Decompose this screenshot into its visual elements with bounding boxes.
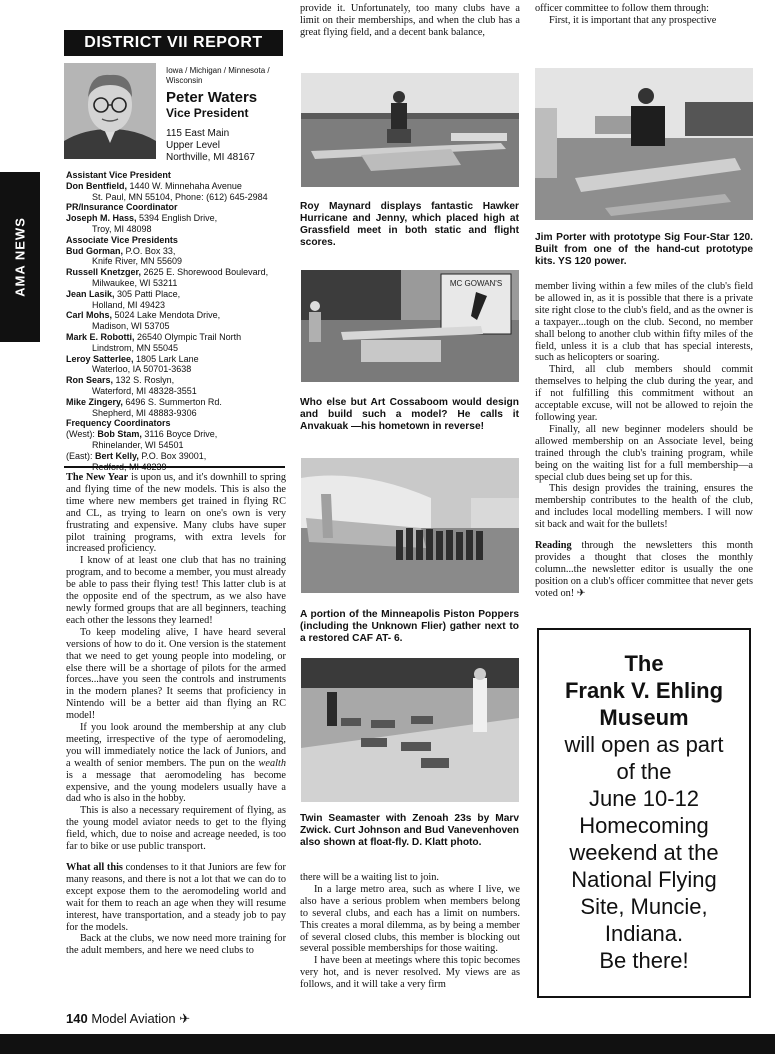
officer-address: St. Paul, MN 55104, Phone: (612) 645-2984 [92,191,268,202]
caption-jim-porter: Jim Porter with prototype Sig Four-Star 120. Built from one of the hand-cut prototype kits. YS 120 power. [535,232,753,267]
vp-title: Vice President [166,106,249,120]
officer-heading: Frequency Coordinators [66,418,171,429]
side-tab-label: AMA NEWS [12,217,28,297]
article-paragraph: First, it is important that any prospective [549,14,717,26]
museum-line: will open as part [564,732,724,757]
vp-address-line: 115 East Main [166,128,230,139]
officer-entry: (West): Bob Stam, 3116 Boyce Drive, [66,429,218,440]
ama-news-side-tab [0,172,40,342]
district-states: Iowa / Michigan / Minnesota / Wisconsin [166,66,270,85]
museum-line: The [624,651,664,676]
museum-line: National Flying [571,867,717,892]
caption-twin-seamaster: Twin Seamaster with Zenoah 23s by Marv Zwick. Curt Johnson and Bud Vanevenhoven also shown at float-fly. D. Klatt photo. [300,813,519,848]
airplane-icon: ✈ [576,587,586,599]
museum-line: June 10-12 [588,786,700,811]
officer-entry: Jean Lasik, 305 Patti Place, [66,288,181,299]
article-paragraph: there will be a waiting list to join. [300,872,439,883]
photo-illustration [301,73,519,187]
caption-piston-poppers: A portion of the Minneapolis Piston Poppers (including the Unknown Flier) gather next to a restored CAF AT- 6. [300,609,519,644]
officer-address: Knife River, MN 55609 [92,256,183,267]
officer-entry: Russell Knetzger, 2625 E. Shorewood Boulevard, [66,267,269,278]
caption-art-cossaboom: Who else but Art Cossaboom would design and build such a model? He calls it Anvakuak —his hometown in reverse! [300,397,519,432]
museum-line: Be there! [599,948,689,973]
article-paragraph: Back at the clubs, we now need more training for the adult members, and here we need clubs to [66,933,286,957]
officer-address: Holland, MI 49423 [92,299,166,310]
museum-line: Homecoming [579,813,709,838]
officer-address: Rhinelander, WI 54501 [92,439,184,450]
article-paragraph: This design provides the training, ensures the membership contributes to the health of the club, and includes local modelling members. I will now sit back and wait for the bullets! [535,483,753,531]
museum-announcement-box [537,628,751,998]
officer-entry: Don Bentfield, 1440 W. Minnehaha Avenue [66,180,242,191]
officer-address: Milwaukee, WI 53211 [92,277,178,288]
officer-address: Waterloo, IA 50701-3638 [92,364,192,375]
vp-address-line: Northville, MI 48167 [166,152,255,163]
officer-entry: (East): Bert Kelly, P.O. Box 39001, [66,450,207,461]
article-paragraph: To keep modeling alive, I have heard several versions of how to do it. One version is the statement that we need to get young people into modeling, or else there will be a shortage of pilots for the armed forces...have you seen the controls and instruments in the modern planes? It seems that proficiency in Nintendo will be a better aid than flying an RC model! [66,626,286,722]
museum-line: Site, Muncie, [580,894,708,919]
officer-entry: Mark E. Robotti, 26540 Olympic Trail North [66,331,242,342]
vp-address-line: Upper Level [166,140,220,151]
photo-illustration [301,270,519,382]
museum-line: weekend at the [569,840,719,865]
officer-address: Shepherd, MI 48883-9306 [92,407,197,418]
district-report-header: DISTRICT VII REPORT [64,30,283,56]
photo-twin-seamaster [301,658,519,802]
article-column-1 [66,472,286,957]
article-column-3-top [535,3,753,27]
article-paragraph: I have been at meetings where this topic becomes very hot, and is never resolved. My views are as follows, and it will take a very firm [300,955,520,991]
museum-line: of the [616,759,672,784]
article-paragraph: provide it. Unfortunately, too many clubs have a limit on their memberships, and when the club has a great flying field, and a decent bank balance, [300,3,520,38]
officer-address: Lindstrom, MN 55045 [92,342,179,353]
article-paragraph: This is also a necessary requirement of flying, as the young model aviator needs to get to the flying field, which, due to noise and acreage needed, is too far to bike or use public transport. [66,805,286,853]
vp-address [166,128,255,164]
photo-illustration [301,458,519,593]
officer-heading: Associate Vice Presidents [66,234,178,245]
officer-entry: Bud Gorman, P.O. Box 33, [66,245,176,256]
museum-line: Frank V. Ehling [564,678,724,703]
article-paragraph: If you look around the membership at any club meeting, irrespective of the type of aeromodeling, you will immediately notice the lack of Juniors, and a wealth of senior members. The pun on the wealth is a message that aeromodeling has become expensive, and the young modelers usually have a dad who is also in the hobby. [66,722,286,805]
article-paragraph: member living within a few miles of the club's field be allowed in, as it is possible that there is a private site right close to the club's field, and as the owner is a taxpayer...tough on the club. Second, no member shall belong to another club within fifty miles of the field, unless it is a club that has special interests, such as helicopters or soaring. [535,281,753,364]
officer-address: Troy, MI 48098 [92,223,152,234]
officer-address: Madison, WI 53705 [92,321,170,332]
photo-illustration [535,68,753,220]
article-paragraph: What all this condenses to it that Juniors are few for many reasons, and there is not a lot that we can do to except expose them to the aeromodeling world and wait for them to reach an age when they will resume interest, have transportation, and a steady job to pay for the models. [66,862,286,933]
museum-line: Indiana. [604,921,684,946]
page-footer [66,1011,190,1027]
photo-roy-maynard [301,73,519,187]
article-paragraph: officer committee to follow them through: [535,3,709,14]
officer-heading: PR/Insurance Coordinator [66,202,178,213]
article-paragraph: Reading through the newsletters this month provides a thought that closes the monthly column...the newsletter editor is usually the one position on a club's officer committee that never gets voted on! ✈ [535,540,753,599]
article-column-2-bottom [300,872,520,991]
portrait-illustration [64,63,156,159]
museum-announcement-text [539,650,749,974]
officer-entry: Ron Sears, 132 S. Roslyn, [66,375,175,386]
photo-illustration [301,658,519,802]
caption-roy-maynard: Roy Maynard displays fantastic Hawker Hurricane and Jenny, which placed high at Grassfield meet in both static and flight scores. [300,201,519,248]
photo-jim-porter [535,68,753,220]
article-column-3-bottom [535,281,753,600]
photo-piston-poppers [301,458,519,593]
article-column-2-top [300,3,520,39]
airplane-icon: ✈ [179,1011,191,1026]
article-paragraph: Third, all club members should commit themselves to helping the club during the year, and if not fulfilling this commitment without an acceptable excuse, will not be allowed to rejoin the following year. [535,364,753,423]
officer-directory [66,170,286,472]
officer-entry: Carl Mohs, 5024 Lake Mendota Drive, [66,310,221,321]
article-paragraph: The New Year is upon us, and it's downhill to spring and flying time of the new models. This is also the time where new members get trained in flying RC and CL, as trying to learn on one's own is very frustrating and expensive. Many clubs have super pilot training programs, with extra levels for increased proficiency. [66,472,286,555]
article-paragraph: In a large metro area, such as where I live, we also have a serious problem when members belong to several clubs, and each has a limit on numbers. This creates a moral dilemma, as by being a member of several closed clubs, this member is blocking out several possible memberships for those waiting. [300,883,520,955]
section-divider [64,466,285,468]
article-paragraph: I know of at least one club that has no training program, and to become a member, you must already be able to pass their flying test! This latter club is at the opposite end of the spectrum, as we also have newly formed groups that are all beginners, teaching each other the lessons they learned! [66,555,286,626]
photo-art-cossaboom [301,270,519,382]
page-number: 140 [66,1011,88,1026]
vp-name: Peter Waters [166,89,258,106]
officer-address: Waterford, MI 48328-3551 [92,385,197,396]
magazine-name: Model Aviation [91,1011,176,1026]
officer-entry: Joseph M. Hass, 5394 English Drive, [66,213,218,224]
museum-line: Museum [599,705,689,730]
bottom-black-bar [0,1034,775,1054]
photo-sign-text: MC GOWAN'S [449,279,503,288]
article-paragraph: Finally, all new beginner modelers should be allowed membership on an Associate level, being trained through the club's training program, while being on the waiting list for a full membership—a special club dues being set up for this. [535,423,753,483]
vp-portrait-photo [64,63,156,159]
officer-entry: Mike Zingery, 6496 S. Summerton Rd. [66,396,222,407]
officer-entry: Leroy Satterlee, 1805 Lark Lane [66,353,199,364]
officer-heading: Assistant Vice President [66,170,171,180]
